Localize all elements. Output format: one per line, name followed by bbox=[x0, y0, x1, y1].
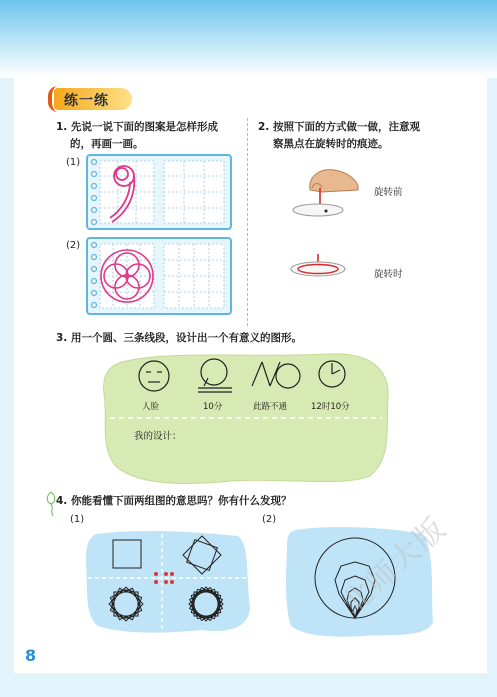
q3-caption-clock: 12时10分 bbox=[311, 402, 350, 412]
q2-before-illustration bbox=[282, 160, 362, 224]
q4-line1: 4. 你能看懂下面两组图的意思吗？你有什么发现？ bbox=[56, 495, 292, 507]
q2-during-illustration bbox=[288, 252, 352, 286]
spinning-disc-icon bbox=[288, 252, 352, 282]
header-band bbox=[0, 0, 497, 78]
q3-caption-face: 人脸 bbox=[142, 402, 160, 412]
right-frame bbox=[487, 78, 497, 697]
q3-caption-coin: 10分 bbox=[203, 402, 223, 412]
q3-design-area bbox=[100, 348, 392, 490]
q4-panel-1 bbox=[82, 526, 252, 640]
q2-line1: 2. 按照下面的方式做一做，注意观 bbox=[258, 121, 420, 133]
publisher-watermark: 北师大版 bbox=[335, 510, 454, 622]
q1-panel-2 bbox=[86, 237, 232, 319]
q4-part1-label: (1) bbox=[70, 514, 85, 525]
q1-panel-2-graphic bbox=[86, 237, 232, 315]
q3-line1: 3. 用一个圆、三条线段，设计出一个有意义的图形。 bbox=[56, 332, 302, 344]
q1-panel-1-graphic bbox=[86, 154, 232, 230]
q1-part2-label: (2) bbox=[66, 240, 81, 251]
column-divider bbox=[247, 118, 248, 326]
q1-part1-label: (1) bbox=[66, 157, 81, 168]
section-title: 练一练 bbox=[64, 93, 109, 109]
q2-before-label: 旋转前 bbox=[374, 187, 403, 198]
q3-my-design-label: 我的设计： bbox=[134, 431, 182, 442]
left-frame bbox=[0, 78, 14, 697]
q3-caption-no-entry: 此路不通 bbox=[253, 402, 288, 412]
q1-line2: 的，再画一画。 bbox=[70, 138, 144, 150]
q4-part2-label: (2) bbox=[262, 514, 277, 525]
q4-rotation-figures bbox=[82, 526, 252, 636]
heading-hook-icon bbox=[48, 86, 64, 112]
hand-spinning-disc-icon bbox=[282, 160, 362, 220]
q1-panel-1 bbox=[86, 154, 232, 234]
q2-during-label: 旋转时 bbox=[374, 269, 403, 280]
q1-line1: 1. 先说一说下面的图案是怎样形成 bbox=[56, 121, 218, 133]
q2-line2: 察黑点在旋转时的痕迹。 bbox=[273, 138, 389, 150]
page-number: 8 bbox=[25, 646, 37, 665]
q3-green-blob bbox=[100, 348, 392, 486]
bottom-frame bbox=[0, 673, 497, 697]
section-heading bbox=[50, 86, 136, 112]
